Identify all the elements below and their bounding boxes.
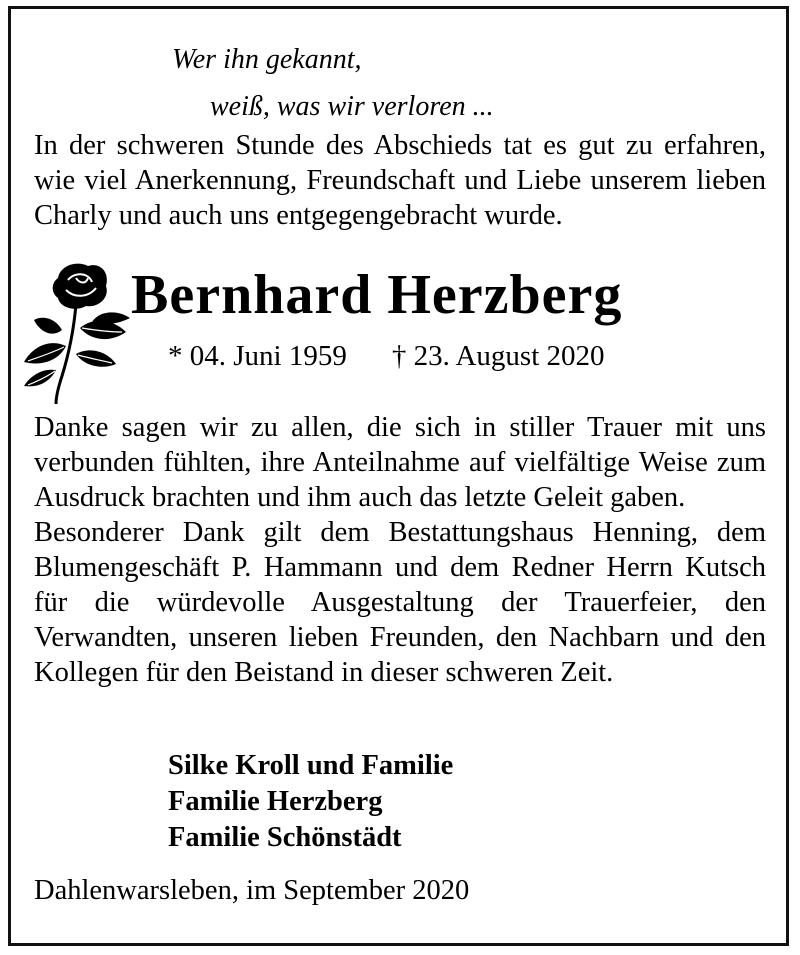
- thanks-paragraph-2: Besonderer Dank gilt dem Bestattungshaus Henning, dem Blumengeschäft P. Hammann und dem Redner Herrn Kutsch für die würdevolle Ausgestaltung der Trauerfeier, den Verwandten, unseren lieben Freunden, den Nachbarn und den Kollegen für den Beistand in dieser schweren Zeit.: [34, 517, 766, 688]
- place-date: Dahlenwarsleben, im September 2020: [34, 875, 470, 906]
- death-date: † 23. August 2020: [391, 340, 605, 372]
- rose-icon: [18, 258, 136, 406]
- motto-line-2: weiß, was wir verloren ...: [210, 91, 494, 122]
- deceased-name: Bernhard Herzberg: [131, 264, 623, 326]
- thanks-text: [34, 410, 766, 690]
- thanks-paragraph-1: Danke sagen wir zu allen, die sich in stiller Trauer mit uns verbunden fühlten, ihre Anteilnahme auf vielfältige Weise zum Ausdruck brachten und ihm auch das letzte Geleit gaben.: [34, 412, 766, 513]
- signer: Familie Herzberg: [168, 786, 383, 817]
- birth-date: * 04. Juni 1959: [168, 340, 347, 372]
- intro-text: In der schweren Stunde des Abschieds tat es gut zu erfahren, wie viel Anerkennung, Freundschaft und Liebe unserem lieben Charly und auch uns entgegengebracht wurde.: [34, 130, 766, 231]
- motto: [172, 36, 494, 130]
- life-dates: [168, 338, 605, 374]
- motto-line-1: Wer ihn gekannt,: [172, 44, 362, 75]
- signers: [168, 748, 453, 856]
- signer: Familie Schönstädt: [168, 822, 402, 853]
- signer: Silke Kroll und Familie: [168, 750, 454, 781]
